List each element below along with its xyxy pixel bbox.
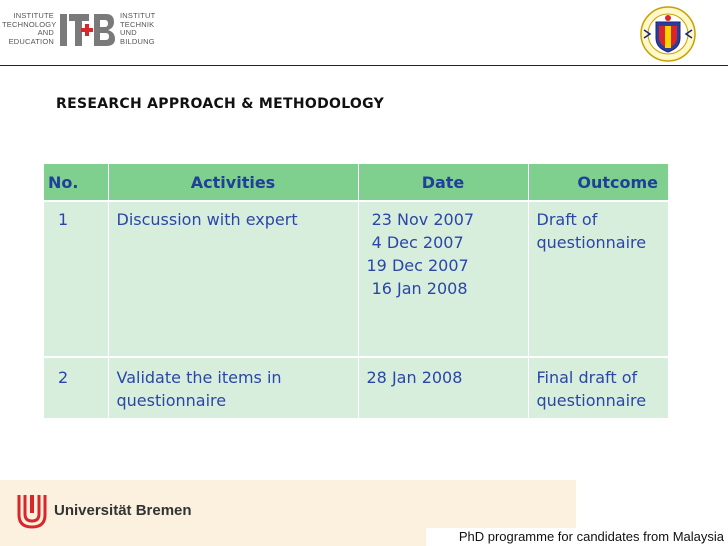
row-dates: [358, 201, 528, 357]
table-row: [44, 357, 668, 418]
programme-caption: PhD programme for candidates from Malaysia: [426, 528, 728, 546]
date-line: 19 Dec 2007: [366, 256, 469, 275]
row-outcome: Final draft of questionnaire: [528, 357, 668, 418]
date-line: 4 Dec 2007: [366, 233, 464, 252]
methodology-table: [44, 164, 668, 418]
universitaet-bremen-logo-icon: [16, 493, 48, 529]
slide-title: RESEARCH APPROACH & METHODOLOGY: [56, 96, 385, 112]
header-divider: [0, 65, 728, 66]
date-line: 28 Jan 2008: [366, 368, 463, 387]
header-date: Date: [358, 164, 528, 201]
row-number: 1: [44, 201, 108, 357]
row-dates: [358, 357, 528, 418]
row-activity: Validate the items in questionnaire: [108, 357, 358, 418]
header-activities: Activities: [108, 164, 358, 201]
table-row: [44, 201, 668, 357]
university-crest-logo: [632, 4, 704, 64]
date-line: 16 Jan 2008: [366, 279, 468, 298]
university-name: Universität Bremen: [54, 502, 192, 519]
itb-logo-right-text: INSTITUT TECHNIK UND BILDUNG: [120, 11, 156, 46]
table-header-row: [44, 164, 668, 201]
row-activity: Discussion with expert: [108, 201, 358, 357]
date-line: 23 Nov 2007: [366, 210, 475, 229]
row-number: 2: [44, 357, 108, 418]
row-outcome: Draft of questionnaire: [528, 201, 668, 357]
header-no: No.: [44, 164, 108, 201]
itb-logo-left-text: INSTITUTE TECHNOLOGY AND EDUCATION: [2, 11, 57, 46]
header-outcome: Outcome: [528, 164, 668, 201]
itb-logo-mark: [58, 10, 116, 50]
